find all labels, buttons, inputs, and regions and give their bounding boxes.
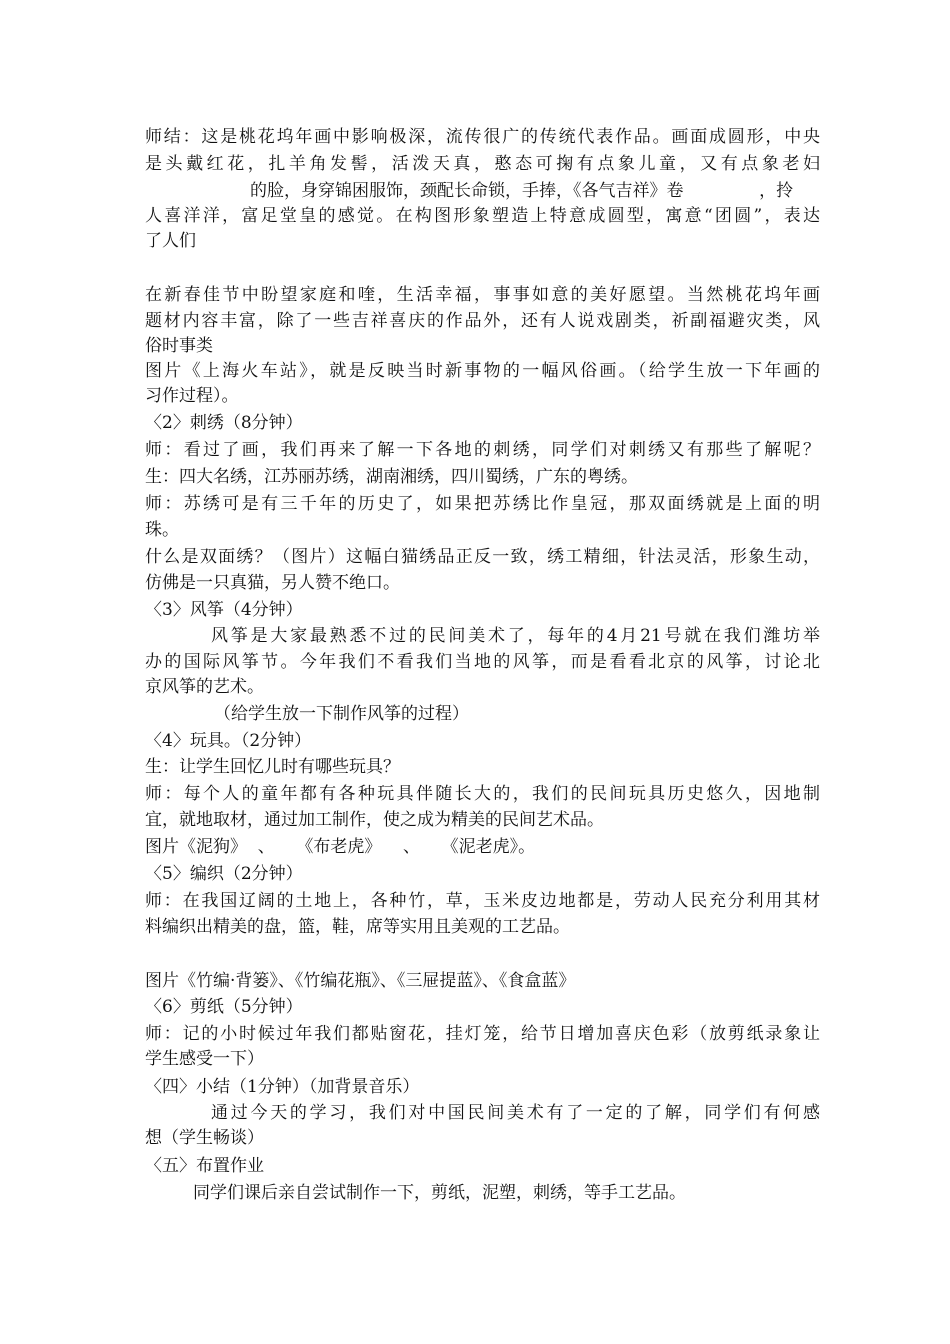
section-heading: 〈5〉编织（2分钟） [145, 864, 303, 884]
paragraph-line: 珠。 [145, 520, 179, 540]
section-heading: 〈四〉小结（1分钟）（加背景音乐） [145, 1077, 420, 1097]
section-heading: 〈6〉剪纸（5分钟） [145, 997, 303, 1017]
paragraph-line: 同学们课后亲自尝试制作一下，剪纸，泥塑，刺绣，等手工艺品。 [193, 1183, 686, 1203]
section-heading: 〈3〉风筝（4分钟） [145, 600, 303, 620]
section-heading: 〈2〉刺绣（8分钟） [145, 413, 303, 433]
paragraph-line: 图片《上海火车站》，就是反映当时新事物的一幅风俗画。（给学生放一下年画的 [145, 361, 820, 381]
paragraph-line: 题材内容丰富，除了一些吉祥喜庆的作品外，还有人说戏剧类，祈副福避灾类，风 [145, 311, 820, 331]
paragraph-line: 师：记的小时候过年我们都贴窗花，挂灯笼，给节日增加喜庆色彩（放剪纸录象让 [145, 1024, 820, 1044]
paragraph-line: 师：在我国辽阔的土地上，各种竹，草，玉米皮边地都是，劳动人民充分利用其材 [145, 891, 820, 911]
paragraph-line: 想（学生畅谈） [145, 1128, 264, 1148]
section-heading: 〈4〉玩具。（2分钟） [145, 731, 312, 751]
paragraph-line: 料编织出精美的盘，篮，鞋，席等实用且美观的工艺品。 [145, 917, 570, 937]
paragraph-line: 什么是双面绣？（图片）这幅白猫绣品正反一致，绣工精细，针法灵活，形象生动， [145, 547, 820, 567]
paragraph-line: 通过今天的学习，我们对中国民间美术有了一定的了解，同学们有何感 [211, 1103, 820, 1123]
paragraph-line: 师：看过了画，我们再来了解一下各地的刺绣，同学们对刺绣又有那些了解呢？ [145, 440, 820, 460]
paragraph-line: 在新春佳节中盼望家庭和喹，生活幸福，事事如意的美好愿望。当然桃花坞年画 [145, 285, 820, 305]
paragraph-line: 仿佛是一只真猫，另人赞不绝口。 [145, 573, 400, 593]
paragraph-line: 生：让学生回忆儿时有哪些玩具？ [145, 757, 400, 777]
paragraph-line: 人喜洋洋，富足堂皇的感觉。在构图形象塑造上特意成圆型，寓意“团圆”，表达 [145, 206, 820, 226]
paragraph-line: 图片《泥狗》 、 《布老虎》 、 《泥老虎》。 [145, 837, 536, 857]
paragraph-line: （给学生放一下制作风筝的过程） [214, 704, 469, 724]
paragraph-line: 俗时事类 [145, 336, 213, 356]
paragraph-line: 了人们 [145, 231, 196, 251]
paragraph-line: 京风筝的艺术。 [145, 677, 264, 697]
paragraph-line: 图片《竹编·背篓》、《竹编花瓶》、《三屉提蓝》、《食盒蓝》 [145, 971, 576, 991]
paragraph-line: 师：苏绣可是有三千年的历史了，如果把苏绣比作皇冠，那双面绣就是上面的明 [145, 494, 820, 514]
paragraph-line: 师：每个人的童年都有各种玩具伴随长大的，我们的民间玩具历史悠久，因地制 [145, 784, 820, 804]
paragraph-line: 宜，就地取材，通过加工制作，使之成为精美的民间艺术品。 [145, 810, 604, 830]
paragraph-line: 是头戴红花，扎羊角发髻，活泼天真，憨态可掬有点象儿童，又有点象老妇 [145, 154, 820, 174]
paragraph-line: 风筝是大家最熟悉不过的民间美术了，每年的4月21号就在我们潍坊举 [211, 626, 820, 646]
paragraph-line: 的脸，身穿锦困服饰，颈配长命锁，手捧，《各气吉祥》卷 ，拎 [250, 181, 794, 201]
paragraph-line: 师结：这是桃花坞年画中影响极深，流传很广的传统代表作品。画面成圆形，中央 [145, 127, 820, 147]
paragraph-line: 习作过程）。 [145, 386, 239, 406]
paragraph-line: 学生感受一下） [145, 1049, 264, 1069]
paragraph-line: 办的国际风筝节。今年我们不看我们当地的风筝，而是看看北京的风筝，讨论北 [145, 652, 820, 672]
paragraph-line: 生：四大名绣，江苏丽苏绣，湖南湘绣，四川蜀绣，广东的粤绣。 [145, 467, 638, 487]
section-heading: 〈五〉布置作业 [145, 1156, 264, 1176]
